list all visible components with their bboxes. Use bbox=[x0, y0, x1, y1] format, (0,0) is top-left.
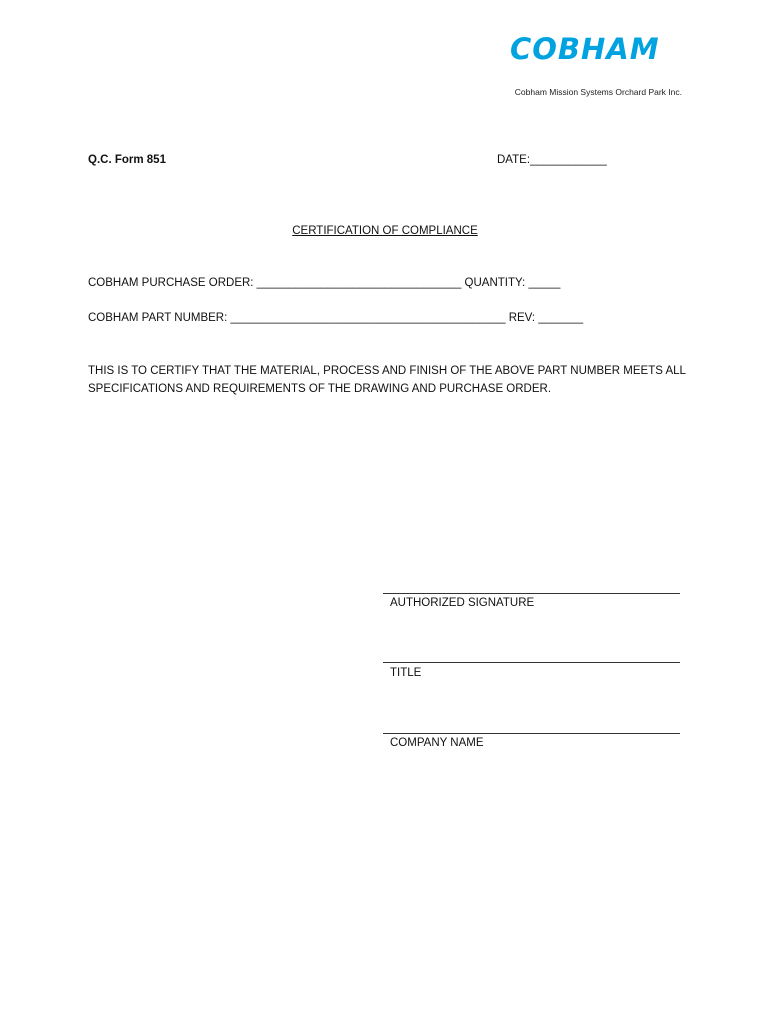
logo-text: COBHAM bbox=[510, 33, 660, 63]
company-name-label: COMPANY NAME bbox=[390, 737, 484, 749]
purchase-order-line[interactable]: COBHAM PURCHASE ORDER: ________________________________ QUANTITY: _____ bbox=[88, 277, 561, 289]
document-title: CERTIFICATION OF COMPLIANCE bbox=[292, 225, 478, 237]
authorized-signature-line[interactable] bbox=[383, 593, 680, 594]
authorized-signature-label: AUTHORIZED SIGNATURE bbox=[390, 597, 535, 609]
part-number-line[interactable]: COBHAM PART NUMBER: ___________________________________________ REV: _______ bbox=[88, 312, 584, 324]
certification-statement: THIS IS TO CERTIFY THAT THE MATERIAL, PROCESS AND FINISH OF THE ABOVE PART NUMBER MEETS ALL SPECIFICATIONS AND REQUIREMENTS OF THE DRAWING AND PURCHASE ORDER. bbox=[88, 365, 686, 395]
date-field[interactable]: DATE:____________ bbox=[497, 154, 607, 166]
form-number: Q.C. Form 851 bbox=[88, 154, 166, 166]
company-subtitle: Cobham Mission Systems Orchard Park Inc. bbox=[514, 87, 682, 97]
company-name-line[interactable] bbox=[383, 733, 680, 734]
cobham-logo bbox=[508, 33, 718, 63]
title-label: TITLE bbox=[390, 667, 422, 679]
title-line[interactable] bbox=[383, 662, 680, 663]
